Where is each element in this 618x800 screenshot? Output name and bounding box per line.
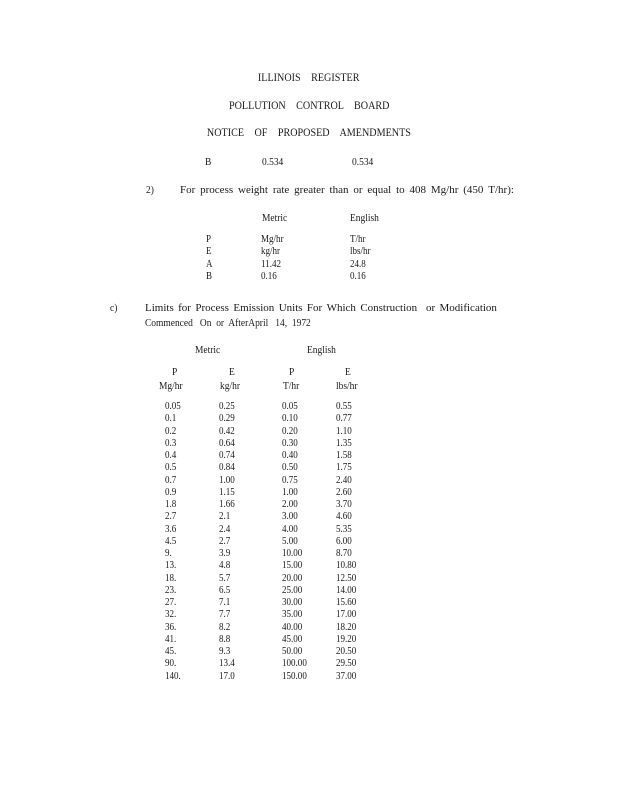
english-e-cell: 14.00 (336, 584, 357, 596)
english-p-cell: 45.00 (282, 633, 303, 645)
metric-p-cell: 41. (165, 633, 177, 645)
english-e-cell: 1.58 (336, 450, 352, 461)
metric-p-cell: 140. (165, 670, 181, 682)
metric-p-cell: 23. (165, 584, 177, 596)
english-e-cell: 4.60 (336, 511, 352, 523)
item-2-word: For (180, 184, 196, 196)
col-head-symbol: E (229, 366, 235, 378)
metric-p-cell: 4.5 (165, 535, 177, 547)
metric-e-cell: 0.84 (219, 462, 235, 474)
item-2-label: E (206, 246, 212, 258)
metric-p-cell: 36. (165, 621, 177, 633)
section-c-word: Process (195, 302, 229, 314)
english-e-cell: 2.40 (336, 474, 352, 486)
col-head-unit: kg/hr (220, 380, 240, 392)
metric-p-cell: 0.2 (165, 425, 177, 437)
english-e-cell: 18.20 (336, 621, 357, 633)
metric-e-cell: 1.66 (219, 499, 235, 510)
metric-p-cell: 0.9 (165, 486, 177, 498)
metric-e-cell: 8.2 (219, 621, 231, 633)
item-2-word: to (396, 184, 405, 196)
item-2-english-values (350, 234, 374, 283)
english-e-cell: 0.55 (336, 401, 352, 412)
metric-p-cell: 32. (165, 609, 177, 621)
section-c-line2: Commenced On or AfterApril 14, 1972 (145, 317, 311, 329)
item-2-label: A (206, 258, 213, 270)
metric-e-cell: 6.5 (219, 584, 231, 596)
item-2-metric-value: 11.42 (261, 258, 281, 270)
metric-e-cell: 0.74 (219, 450, 235, 461)
english-e-cell: 19.20 (336, 633, 357, 645)
item-2-word: (450 (463, 184, 484, 196)
english-p-cell: 10.00 (282, 548, 303, 559)
english-p-cell: 5.00 (282, 535, 298, 547)
metric-e-cell: 1.00 (219, 474, 235, 486)
english-p-cell: 0.40 (282, 450, 298, 461)
english-e-cell: 15.60 (336, 597, 357, 608)
metric-e-cell: 4.8 (219, 560, 231, 572)
item-2-word: process (200, 184, 234, 196)
english-p-cell: 40.00 (282, 621, 303, 633)
english-e-cell: 17.00 (336, 609, 357, 621)
section-c-letter: c) (110, 302, 118, 314)
english-p-cell: 3.00 (282, 511, 298, 523)
english-e-cell: 0.77 (336, 413, 352, 425)
metric-p-cell: 18. (165, 572, 177, 584)
section-c-word: Limits (145, 302, 174, 314)
section-c-word: or (425, 302, 436, 314)
item-2-word: than (329, 184, 349, 196)
row-b-english: 0.534 (352, 156, 374, 168)
metric-e-cell: 1.15 (219, 486, 235, 498)
english-p-cell: 0.05 (282, 401, 298, 412)
metric-p-cell: 0.3 (165, 437, 177, 449)
item-2-metric-value: 0.16 (261, 270, 277, 282)
metric-e-cell: 7.1 (219, 597, 231, 608)
english-p-cell: 1.00 (282, 486, 298, 498)
english-e-cell: 1.35 (336, 437, 352, 449)
item-2-english-value: T/hr (350, 234, 366, 245)
item-2-english-value: 0.16 (350, 270, 366, 282)
english-e-cell: 5.35 (336, 523, 352, 535)
english-p-cell: 15.00 (282, 560, 303, 572)
metric-p-cell: 27. (165, 597, 177, 608)
english-p-cell: 2.00 (282, 499, 298, 510)
metric-e-cell: 8.8 (219, 633, 231, 645)
english-p-cell: 50.00 (282, 646, 303, 657)
english-e-cell: 29.50 (336, 658, 357, 670)
col-head-symbol: P (172, 366, 178, 378)
english-e-cell: 1.10 (336, 425, 352, 437)
english-p-cell: 35.00 (282, 609, 303, 621)
item-2-number: 2) (146, 184, 154, 196)
english-e-cell: 6.00 (336, 535, 352, 547)
metric-p-cell: 2.7 (165, 511, 177, 523)
metric-p-cell: 3.6 (165, 523, 177, 535)
metric-p-cell: 0.4 (165, 450, 177, 461)
section-c-word: Emission (233, 302, 275, 314)
item-2-word: or (353, 184, 363, 196)
section-c-word: Modification (439, 302, 497, 314)
english-p-cell: 0.50 (282, 462, 298, 474)
item-2-english-value: lbs/hr (350, 246, 371, 258)
col-head-symbol: P (289, 366, 295, 378)
item-2-metric-value: kg/hr (261, 246, 281, 258)
item-2-english-heading: English (350, 212, 379, 224)
col-head-unit: T/hr (283, 380, 300, 392)
section-c-word: for (178, 302, 191, 314)
section-c-line1 (145, 303, 497, 314)
english-e-cell: 2.60 (336, 486, 352, 498)
item-2-word: weight (238, 184, 268, 196)
english-group-label: English (307, 344, 336, 356)
section-c-word: Units (278, 302, 303, 314)
metric-e-cell: 5.7 (219, 572, 231, 584)
item-2-metric-value: Mg/hr (261, 234, 284, 245)
metric-p-cell: 0.05 (165, 401, 181, 412)
english-p-cell: 0.30 (282, 437, 298, 449)
english-e-cell: 3.70 (336, 499, 352, 510)
english-e-column (336, 401, 360, 683)
metric-group-label: Metric (195, 344, 221, 356)
item-2-text (180, 185, 514, 196)
english-e-cell: 37.00 (336, 670, 357, 682)
english-e-cell: 1.75 (336, 462, 352, 474)
english-p-cell: 0.75 (282, 474, 298, 486)
metric-p-cell: 1.8 (165, 499, 177, 510)
metric-e-cell: 2.1 (219, 511, 231, 523)
english-e-cell: 10.80 (336, 560, 357, 572)
english-p-cell: 0.20 (282, 425, 298, 437)
english-p-cell: 20.00 (282, 572, 303, 584)
metric-e-cell: 0.42 (219, 425, 235, 437)
register-title: ILLINOIS REGISTER (258, 72, 360, 84)
item-2-word: Mg/hr (430, 184, 459, 196)
metric-e-cell: 2.7 (219, 535, 231, 547)
metric-p-cell: 13. (165, 560, 177, 572)
item-2-word: rate (272, 184, 290, 196)
metric-e-cell: 9.3 (219, 646, 231, 657)
row-b-label: B (205, 156, 212, 168)
notice-title: NOTICE OF PROPOSED AMENDMENTS (207, 127, 411, 139)
english-p-cell: 25.00 (282, 584, 303, 596)
metric-e-column (219, 401, 237, 683)
metric-e-cell: 3.9 (219, 548, 231, 559)
item-2-metric-heading: Metric (262, 212, 288, 224)
item-2-label: B (206, 270, 213, 282)
section-c-word: Which (326, 302, 356, 314)
item-2-word: 408 (409, 184, 426, 196)
english-p-cell: 100.00 (282, 658, 307, 670)
item-2-label: P (206, 234, 212, 245)
metric-p-cell: 9. (165, 548, 172, 559)
english-e-cell: 20.50 (336, 646, 357, 657)
metric-e-cell: 0.64 (219, 437, 235, 449)
row-b-metric: 0.534 (262, 156, 284, 168)
item-2-word: equal (367, 184, 392, 196)
english-p-column (282, 401, 311, 683)
metric-p-column (165, 401, 183, 683)
metric-e-cell: 2.4 (219, 523, 231, 535)
metric-e-cell: 7.7 (219, 609, 231, 621)
item-2-metric-values (261, 234, 287, 283)
col-head-symbol: E (345, 366, 351, 378)
col-head-unit: Mg/hr (159, 380, 183, 392)
metric-p-cell: 0.1 (165, 413, 177, 425)
metric-e-cell: 0.29 (219, 413, 235, 425)
item-2-word: greater (294, 184, 325, 196)
board-title: POLLUTION CONTROL BOARD (228, 100, 390, 112)
metric-e-cell: 17.0 (219, 670, 235, 682)
col-head-unit: lbs/hr (336, 380, 358, 392)
metric-p-cell: 0.7 (165, 474, 177, 486)
item-2-english-value: 24.8 (350, 258, 366, 270)
english-e-cell: 12.50 (336, 572, 357, 584)
metric-p-cell: 0.5 (165, 462, 177, 474)
metric-p-cell: 90. (165, 658, 177, 670)
item-2-labels (206, 234, 214, 283)
english-p-cell: 150.00 (282, 670, 307, 682)
english-e-cell: 8.70 (336, 548, 352, 559)
english-p-cell: 4.00 (282, 523, 298, 535)
section-c-word: Construction (360, 302, 418, 314)
metric-e-cell: 0.25 (219, 401, 235, 412)
metric-e-cell: 13.4 (219, 658, 235, 670)
section-c-word: For (306, 302, 323, 314)
english-p-cell: 30.00 (282, 597, 303, 608)
item-2-word: T/hr): (488, 184, 514, 196)
metric-p-cell: 45. (165, 646, 177, 657)
english-p-cell: 0.10 (282, 413, 298, 425)
